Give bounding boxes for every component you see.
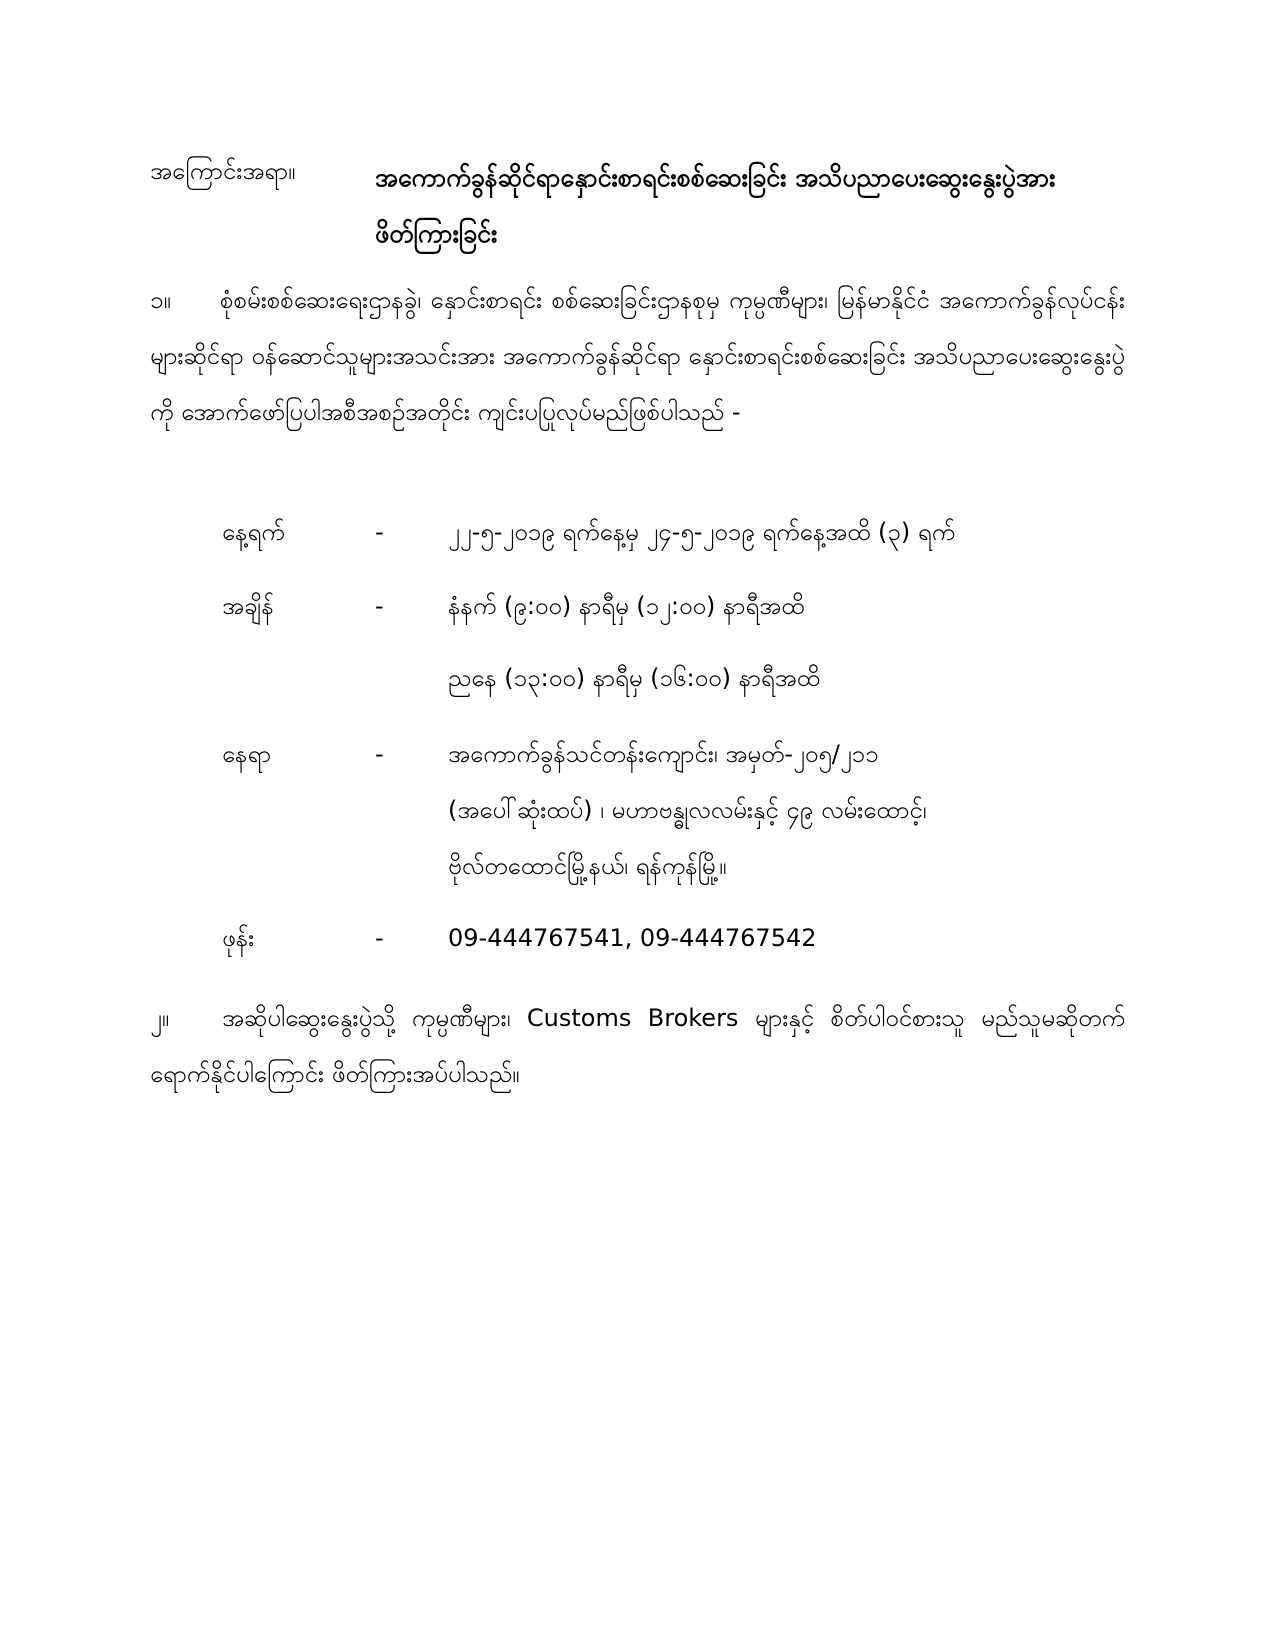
date-value-text: ၂၂-၅-၂၀၁၉ ရက်နေ့မှ ၂၄-၅-၂၀၁၉ ရက်နေ့အထိ (၃) ရက်	[448, 518, 956, 546]
date-dash: -	[375, 518, 384, 546]
subject-title: အကောက်ခွန်ဆိုင်ရာနှောင်းစာရင်းစစ်ဆေးခြင်း အသိပညာပေးဆွေးနွေးပွဲအား ဖိတ်ကြားခြင်း	[375, 163, 1056, 248]
time-value-afternoon: ညနေ (၁၃:၀၀) နာရီမှ (၁၆:၀၀) နာရီအထိ	[448, 664, 820, 692]
time-value-morning: နံနက် (၉:၀၀) နာရီမှ (၁၂:၀၀) နာရီအထိ	[448, 592, 805, 620]
paragraph-2	[150, 990, 1125, 1102]
paragraph-1-number: ၁။	[150, 286, 171, 314]
phone-label: ဖုန်း	[222, 924, 255, 952]
place-value	[448, 726, 1128, 894]
subject-label: အကြောင်းအရာ။	[150, 157, 296, 185]
paragraph-1	[150, 272, 1125, 440]
paragraph-2-text: အဆိုပါဆွေးနွေးပွဲသို့ ကုမ္ပဏီများ၊ Customs Brokers များနှင့် စိတ်ပါဝင်စားသူ မည်သူမဆိုတက်ရောက်နိုင်ပါကြောင်း ဖိတ်ကြားအပ်ပါသည်။	[150, 1004, 1125, 1088]
phone-value	[448, 910, 1128, 966]
place-value-line-2: (အပေါ်ဆုံးထပ်) ၊ မဟာဗန္ဓုလလမ်းနှင့် ၄၉ လမ်းထောင့်၊	[448, 796, 927, 824]
time-label: အချိန်	[222, 592, 274, 620]
phone-value-text: 09-444767541, 09-444767542	[448, 924, 817, 952]
time-dash: -	[375, 592, 384, 620]
phone-dash: -	[375, 924, 384, 952]
place-dash: -	[375, 740, 384, 768]
time-value	[448, 578, 1128, 706]
paragraph-2-number: ၂။	[150, 1004, 170, 1032]
date-label: နေ့ရက်	[222, 518, 285, 546]
place-label: နေရာ	[222, 740, 272, 768]
place-value-line-1: အကောက်ခွန်သင်တန်းကျောင်း၊ အမှတ်-၂၀၅/၂၁၁	[448, 740, 879, 768]
paragraph-1-text: စုံစမ်းစစ်ဆေးရေးဌာနခွဲ၊ နှောင်းစာရင်း စစ်ဆေးခြင်းဌာနစုမှ ကုမ္ပဏီများ၊ မြန်မာနိုင်ငံ အကောက်ခွန်လုပ်ငန်းများဆိုင်ရာ ဝန်ဆောင်သူများအသင်းအား အကောက်ခွန်ဆိုင်ရာ နှောင်းစာရင်းစစ်ဆေးခြင်း အသိပညာပေးဆွေးနွေးပွဲကို အောက်ဖော်ပြပါအစီအစဉ်အတိုင်း ကျင်းပပြုလုပ်မည်ဖြစ်ပါသည် -	[150, 286, 1125, 426]
date-value	[448, 504, 1128, 560]
place-value-line-3: ဗိုလ်တထောင်မြို့နယ်၊ ရန်ကုန်မြို့။	[448, 852, 727, 880]
